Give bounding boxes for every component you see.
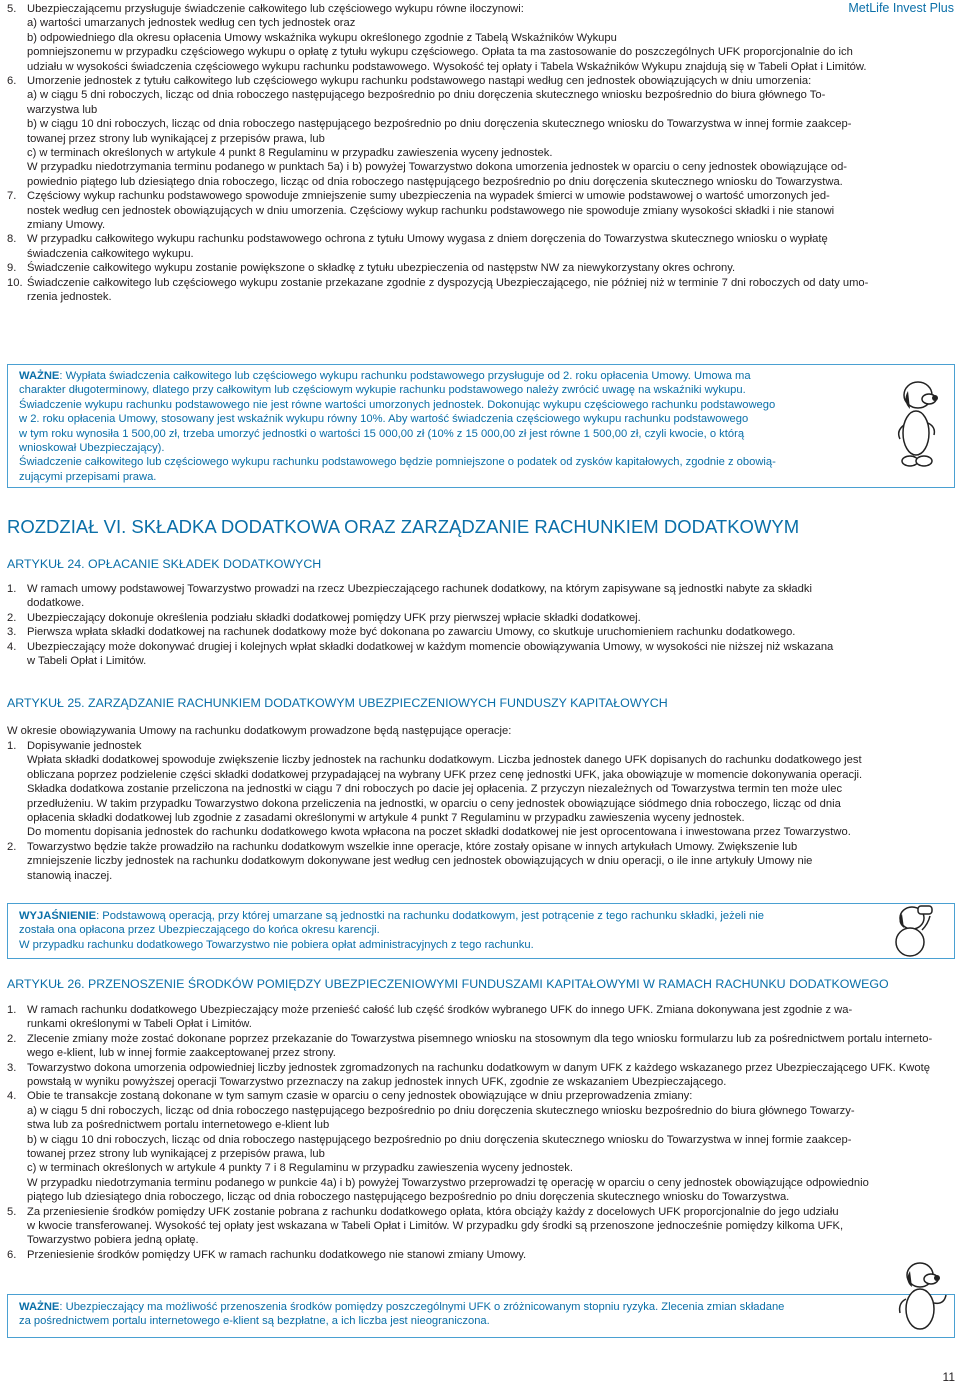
item-text-line: Przeniesienie środków pomiędzy UFK w ramach rachunku dodatkowego nie stanowi zmiany Umowy. bbox=[27, 1248, 527, 1261]
art25-intro: W okresie obowiązywania Umowy na rachunku dodatkowym prowadzone będą następujące operacje: bbox=[7, 725, 512, 737]
box-label: WAŻNE bbox=[19, 1301, 60, 1313]
item-text-line: W ramach umowy podstawowej Towarzystwo prowadzi na rzecz Ubezpieczającego rachunek dodatkowy, na którym zapisywane są jednostki nabyte za składki bbox=[27, 583, 812, 595]
item-text-line: wego e-klient, lub w innej formie zaakceptowanej przez strony. bbox=[27, 1047, 336, 1060]
item-text-line: nostek według cen jednostek obowiązujących w dniu umorzenia. Częściowy wykup rachunku podstawowego nie spowoduje zmiany wysokości składki i nie stanowi bbox=[27, 204, 835, 217]
item-text-line: W przypadku niedotrzymania terminu podanego w punkcie 4a) i b) powyżej Towarzystwo przeprowadzi tę operację w oparciu o ceny jednostek obowiązujące odpowiednio bbox=[27, 1176, 869, 1189]
item-text-line: Za przeniesienie środków pomiędzy UFK zostanie pobrana z rachunku dodatkowego opłata, która obciąży każdy z docelowych UFK proporcjonalnie do jego udziału bbox=[27, 1205, 839, 1218]
art24-title: ARTYKUŁ 24. OPŁACANIE SKŁADEK DODATKOWYCH bbox=[7, 557, 322, 571]
item-text-line: W ramach rachunku dodatkowego Ubezpieczający może przenieść całość lub część środków wybranego UFK do innego UFK. Zmiana dokonywana jest zgodnie z wa- bbox=[27, 1004, 853, 1016]
explanation-box bbox=[7, 903, 955, 959]
item-number: 7. bbox=[7, 190, 17, 203]
box-text-line bbox=[19, 369, 849, 383]
item-text-line: c) w terminach określonych w artykule 4 punkt 8 Regulaminu w przypadku zawieszenia wyceny jednostek. bbox=[27, 147, 553, 159]
item-text-line: Towarzystwo będzie także prowadziło na rachunku dodatkowym wszelkie inne operacje, które zostały opisane w innych artykułach Umowy. Zwiększenie lub bbox=[27, 840, 798, 853]
item-text-line: Świadczenie całkowitego lub częściowego wykupu zostanie przekazane zgodnie z dyspozycją Ubezpieczającego, nie później niż w terminie 7 dni roboczych od daty umo- bbox=[27, 276, 869, 289]
item-text-line: stwa lub za pośrednictwem portalu internetowego e-klient lub bbox=[27, 1119, 330, 1132]
item-text-line: świadczenia całkowitego wykupu. bbox=[27, 247, 194, 260]
box-label: WYJAŚNIENIE bbox=[19, 910, 97, 922]
box-text-line bbox=[19, 1300, 849, 1314]
item-text-line: Składka dodatkowa zostanie przeliczona na jednostki w ciągu 7 dni roboczych po dacie jej opłacenia. Z przyczyn niezależnych od Towarzystwa termin ten może ulec bbox=[27, 783, 843, 796]
important-box-2 bbox=[7, 1294, 955, 1338]
box-text-line bbox=[19, 909, 869, 923]
box-text-line: w 2. roku opłacenia Umowy, stosowany jest wskaźnik wykupu równy 10%. Aby wartość świadczenia częściowego wykupu rachunku podstawowego bbox=[19, 413, 749, 426]
box-text: : Podstawową operacją, przy której umarzane są jednostki na rachunku dodatkowym, jest potrącenie z tego rachunku składki, jeżeli nie bbox=[96, 910, 764, 922]
item-text-line: Ubezpieczającemu przysługuje świadczenie całkowitego lub częściowego wykupu równe iloczynowi: bbox=[27, 3, 524, 15]
item-text-line: Obie te transakcje zostaną dokonane w tym samym czasie w oparciu o ceny jednostek obowiązujące w dniu przeprowadzenia zmiany: bbox=[27, 1090, 693, 1103]
item-text-line: Towarzystwo pobiera jedną opłatę. bbox=[27, 1234, 199, 1247]
item-text-line: Częściowy wykup rachunku podstawowego spowoduje zmniejszenie sumy ubezpieczenia na wypadek śmierci w umowie podstawowej o wartość umorzonych jed- bbox=[27, 190, 830, 203]
item-text-line: powstałą w wyniku powyższej operacji Towarzystwo przeznaczy na zakup jednostek innych UFK, zgodnie ze wskazaniem Ubezpieczającego. bbox=[27, 1076, 727, 1088]
box-text-line: Świadczenie wykupu rachunku podstawowego nie jest równe wartości umorzonych jednostek. Dokonując wykupu częściowego rachunku podstawowego bbox=[19, 398, 776, 411]
item-number: 6. bbox=[7, 1248, 17, 1261]
item-text-line: W przypadku niedotrzymania terminu podanego w punktach 5a) i b) powyżej Towarzystwo dokona umorzenia jednostek w oparciu o ceny jednostek obowiązujące od- bbox=[27, 161, 848, 174]
box-text-line: W przypadku rachunku dodatkowego Towarzystwo nie pobiera opłat administracyjnych z tego rachunku. bbox=[19, 938, 534, 951]
item-text-line: a) wartości umarzanych jednostek według cen tych jednostek oraz bbox=[27, 17, 356, 30]
item-number: 2. bbox=[7, 840, 17, 853]
item-text-line: Towarzystwo dokona umorzenia odpowiedniej liczby jednostek zgromadzonych na rachunku dodatkowym w danym UFK z każdego wskazanego przez Ubezpieczającego UFK. Kwotę bbox=[27, 1061, 930, 1074]
item-text-line: Zlecenie zmiany może zostać dokonane poprzez przekazanie do Towarzystwa pisemnego wniosku na stosownym dla tego wniosku formularzu lub za pośrednictwem portalu interneto- bbox=[27, 1032, 933, 1045]
item-text-line: pomniejszonemu w przypadku częściowego wykupu o opłatę z tytułu wykupu częściowego. Opłata ta ma zastosowanie do poszczególnych UFK proporcjonalnie do ich bbox=[27, 46, 853, 59]
item-number: 2. bbox=[7, 1032, 17, 1045]
art25-title: ARTYKUŁ 25. ZARZĄDZANIE RACHUNKIEM DODATKOWYM UBEZPIECZENIOWYCH FUNDUSZY KAPITAŁOWYCH bbox=[7, 696, 668, 710]
item-text-line: b) w ciągu 10 dni roboczych, licząc od dnia roboczego następującego bezpośrednio po dniu doręczenia skutecznego wniosku do Towarzystwa w innej formie zaakcep- bbox=[27, 118, 852, 131]
item-text-line: Umorzenie jednostek z tytułu całkowitego lub częściowego wykupu rachunku podstawowego nastąpi według cen jednostek obowiązujących w dniu umorzenia: bbox=[27, 75, 812, 87]
box-text-line: zującymi przepisami prawa. bbox=[19, 470, 157, 483]
box-text: : Wypłata świadczenia całkowitego lub częściowego wykupu rachunku podstawowego przysługuje od 2. roku opłacenia Umowy. Umowa ma bbox=[59, 370, 751, 382]
item-number: 1. bbox=[7, 1004, 17, 1016]
chapter-title: ROZDZIAŁ VI. SKŁADKA DODATKOWA ORAZ ZARZĄDZANIE RACHUNKIEM DODATKOWYM bbox=[7, 516, 800, 537]
item-number: 1. bbox=[7, 740, 17, 752]
item-number: 1. bbox=[7, 583, 17, 595]
item-text-line: Do momentu dopisania jednostek do rachunku dodatkowego kwota wpłacona na poczet składki dodatkowej nie jest oprocentowana i inwestowana przez Towarzystwo. bbox=[27, 826, 851, 839]
box-text-line: została ona opłacona przez Ubezpieczającego do końca okresu karencji. bbox=[19, 924, 380, 937]
item-number: 5. bbox=[7, 3, 17, 15]
item-text-line: Dopisywanie jednostek bbox=[27, 740, 142, 752]
item-text-line: w Tabeli Opłat i Limitów. bbox=[27, 655, 147, 667]
item-text-line: warzystwa lub bbox=[27, 103, 98, 116]
item-number: 10. bbox=[7, 276, 23, 289]
item-number: 2. bbox=[7, 611, 17, 624]
box-text-line: wnioskował Ubezpieczający). bbox=[19, 442, 165, 455]
item-text-line: przedłużeniu. W takim przypadku Towarzystwo dokona przeliczenia na jednostki, w oparciu o ceny jednostek obowiązujące siódmego dnia roboczego, licząc od dnia bbox=[27, 797, 841, 810]
item-text-line: rzenia jednostek. bbox=[27, 291, 112, 303]
item-text-line: stanowią inaczej. bbox=[27, 869, 113, 882]
important-box-1 bbox=[7, 364, 955, 488]
item-number: 3. bbox=[7, 626, 17, 639]
box-label: WAŻNE bbox=[19, 370, 60, 382]
item-number: 3. bbox=[7, 1061, 17, 1074]
item-text-line: a) w ciągu 5 dni roboczych, licząc od dnia roboczego następującego bezpośrednio po dniu doręczenia skutecznego wniosku bezpośrednio do biura głównego Towarzy- bbox=[27, 1104, 855, 1117]
snoopy-waving-icon bbox=[894, 1259, 952, 1337]
item-text-line: Wpłata składki dodatkowej spowoduje zwiększenie liczby jednostek na rachunku dodatkowym. Liczba jednostek danego UFK dopisanych do rachunku dodatkowego jest bbox=[27, 754, 862, 767]
box-text-line: za pośrednictwem portalu internetowego e-klient są bezpłatne, a ich liczba jest nieograniczona. bbox=[19, 1315, 490, 1328]
item-text-line: dodatkowe. bbox=[27, 597, 85, 610]
brand-header: MetLife Invest Plus bbox=[848, 1, 954, 15]
item-text-line: Ubezpieczający dokonuje określenia podziału składki dodatkowej pomiędzy UFK przy pierwszej wpłacie składki dodatkowej. bbox=[27, 611, 641, 624]
art26-title: ARTYKUŁ 26. PRZENOSZENIE ŚRODKÓW POMIĘDZY UBEZPIECZENIOWYMI FUNDUSZAMI KAPITAŁOWYMI W RAMACH RACHUNKU DODATKOWEGO bbox=[7, 977, 889, 991]
item-text-line: a) w ciągu 5 dni roboczych, licząc od dnia roboczego następującego bezpośrednio po dniu doręczenia skutecznego wniosku bezpośrednio do biura głównego To- bbox=[27, 89, 826, 102]
item-text-line: towanej przez strony lub wynikającej z przepisów prawa, lub bbox=[27, 132, 325, 145]
item-text-line: Ubezpieczający może dokonywać drugiej i kolejnych wpłat składki dodatkowej w każdym momencie obowiązywania Umowy, w wysokości nie niższej niż wskazana bbox=[27, 640, 834, 653]
item-number: 4. bbox=[7, 1090, 17, 1103]
item-number: 9. bbox=[7, 262, 17, 275]
item-text-line: w kwocie transferowanej. Wysokość tej opłaty jest wskazana w Tabeli Opłat i Limitów. W przypadku gdy środki są przenoszone jednocześnie pomiędzy kilkoma UFK, bbox=[27, 1220, 844, 1232]
box-text-line: w tym roku wynosiła 1 500,00 zł, trzeba umorzyć jednostki o wartości 15 000,00 zł (10% z 15 000,00 zł jest równe 1 500,00 zł, czyli kwocie, o którą bbox=[19, 427, 745, 440]
item-text-line: runkami określonymi w Tabeli Opłat i Limitów. bbox=[27, 1018, 252, 1031]
item-text-line: opłacenia składki dodatkowej lub zgodnie z zasadami określonymi w artykule 4 punkt 7 Regulaminu w przypadku zawieszenia wyceny jednostek. bbox=[27, 812, 745, 824]
item-number: 8. bbox=[7, 233, 17, 246]
item-text-line: towanej przez strony lub wynikającej z przepisów prawa, lub bbox=[27, 1148, 325, 1160]
item-text-line: Świadczenie całkowitego wykupu zostanie powiększone o składkę z tytułu ubezpieczenia od następstw NW za niewykorzystany okres ochrony. bbox=[27, 262, 736, 275]
item-number: 6. bbox=[7, 75, 17, 87]
box-text-line: Świadczenie całkowitego lub częściowego wykupu rachunku podstawowego będzie pomniejszone o podatek od zysków kapitałowych, zgodnie z obowią- bbox=[19, 456, 776, 469]
item-text-line: zmniejszenie liczby jednostek na rachunku dodatkowym dokonywane jest według cen jednostek obowiązujących w dniu operacji, o ile inne artykuły Umowy nie bbox=[27, 855, 813, 868]
item-text-line: W przypadku całkowitego wykupu rachunku podstawowego ochrona z tytułu Umowy wygasa z dniem doręczenia do Towarzystwa skutecznego wniosku o wypłatę bbox=[27, 233, 828, 246]
snoopy-phone-icon bbox=[884, 900, 940, 958]
item-text-line: Pierwsza wpłata składki dodatkowej na rachunek dodatkowy może być dokonana po zawarciu Umowy, co skutkuje uruchomieniem rachunku dodatkowego. bbox=[27, 626, 796, 639]
box-text-line: charakter długoterminowy, dlatego przy całkowitym lub częściowym wykupie rachunku podstawowego należy zwrócić uwagę na wskaźniki wykupu. bbox=[19, 384, 746, 397]
item-number: 5. bbox=[7, 1205, 17, 1218]
item-text-line: zmiany Umowy. bbox=[27, 219, 106, 231]
item-text-line: b) odpowiedniego dla okresu opłacenia Umowy wskaźnika wykupu określonego zgodnie z Tabelą Wskaźników Wykupu bbox=[27, 31, 617, 44]
item-number: 4. bbox=[7, 640, 17, 653]
page-number: 11 bbox=[942, 1369, 955, 1384]
item-text-line: obliczana poprzez podzielenie części składki dodatkowej przypadającej na wybrany UFK przez cenę jednostki UFK, jaka obowiązuje w momencie dokonywania operacji. bbox=[27, 768, 863, 781]
item-text-line: b) w ciągu 10 dni roboczych, licząc od dnia roboczego następującego bezpośrednio po dniu doręczenia skutecznego wniosku do Towarzystwa w innej formie zaakcep- bbox=[27, 1133, 852, 1146]
box-text: : Ubezpieczający ma możliwość przenoszenia środków pomiędzy poszczególnymi UFK o zróżnicowanym stopniu ryzyka. Zlecenia zmian składane bbox=[59, 1301, 785, 1313]
item-text-line: piątego lub dziesiątego dnia roboczego, licząc od dnia roboczego następującego bezpośrednio po dniu doręczenia skutecznego wniosku do Towarzystwa. bbox=[27, 1191, 790, 1204]
item-text-line: powiednio piątego lub dziesiątego dnia roboczego, licząc od dnia roboczego następującego bezpośrednio po dniu doręczenia skutecznego wniosku do Towarzystwa. bbox=[27, 175, 843, 188]
snoopy-standing-icon bbox=[892, 375, 944, 475]
item-text-line: c) w terminach określonych w artykule 4 punkty 7 i 8 Regulaminu w przypadku zawieszenia wyceny jednostek. bbox=[27, 1162, 573, 1175]
item-text-line: udziału w wysokości świadczenia częściowego wykupu rachunku podstawowego. Wysokość tej opłaty i Tabela Wskaźników Wykupu znajdują się w Tabeli Opłat i Limitów. bbox=[27, 60, 867, 73]
